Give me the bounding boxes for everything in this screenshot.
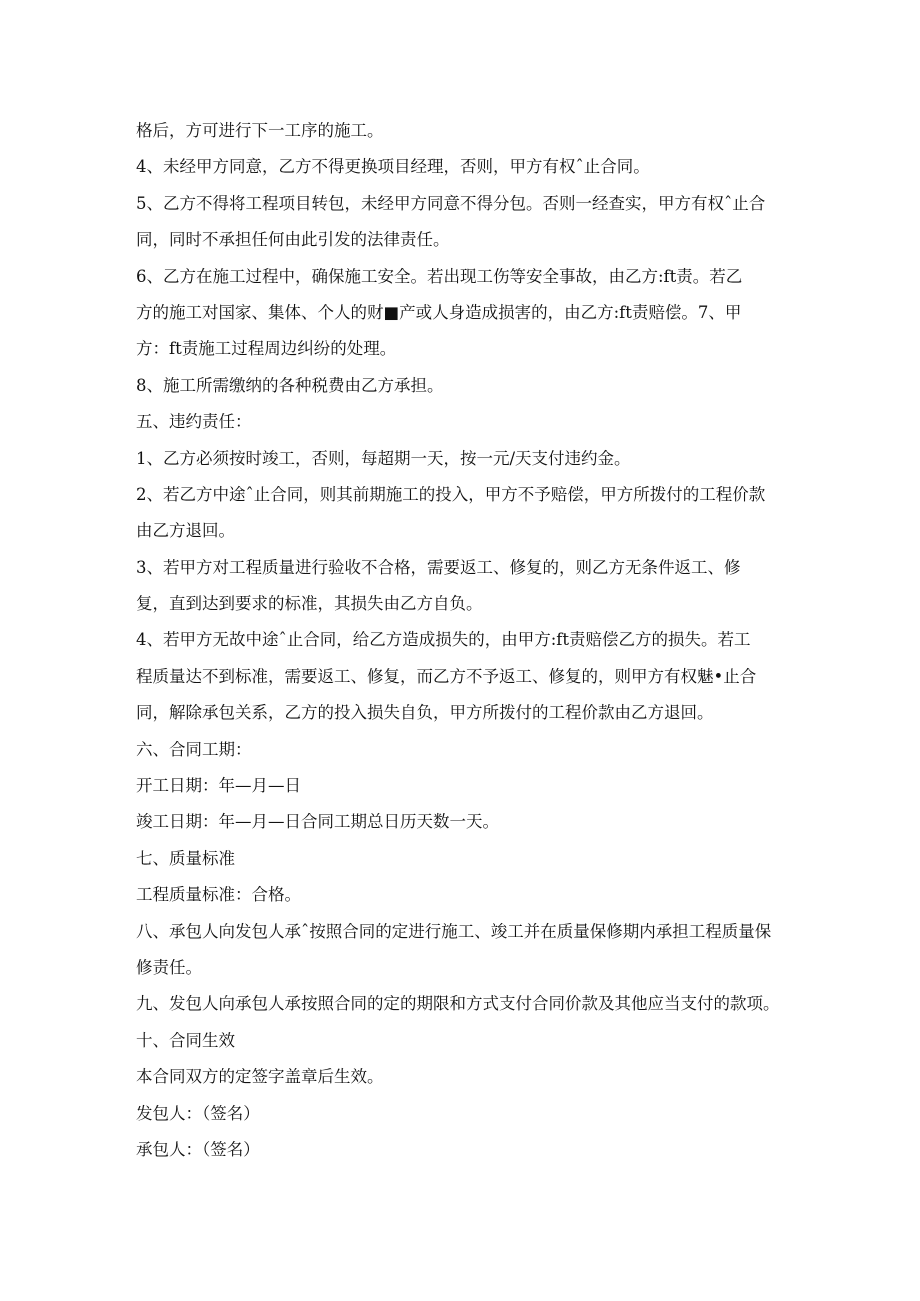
section-heading: 九、发包人向承包人承按照合同的定的期限和方式支付合同价款及其他应当支付的款项。 (136, 994, 780, 1014)
signature-line-employer: 发包人：（签名） (136, 1103, 260, 1123)
signature-line-contractor: 承包人：（签名） (136, 1139, 260, 1159)
text-line: 竣工日期：年—月—日合同工期总日历天数一天。 (136, 812, 499, 832)
section-heading: 八、承包人向发包人承ˆ按照合同的定进行施工、竣工并在质量保修期内承担工程质量保 (136, 921, 772, 941)
text-line: 方的施工对国家、集体、个人的财■产或人身造成损害的，由乙方:ft责赔偿。7、甲 (136, 302, 742, 322)
text-line: 同，解除承包关系，乙方的投入损失自负，甲方所拨付的工程价款由乙方退回。 (136, 703, 714, 723)
text-line: 2、若乙方中途ˆ止合同，则其前期施工的投入，甲方不予赔偿，甲方所拨付的工程价款 (136, 484, 766, 504)
text-line: 程质量达不到标准，需要返工、修复，而乙方不予返工、修复的，则甲方有权魅•止合 (136, 666, 757, 686)
section-heading: 五、违约责任： (136, 412, 252, 432)
text-line: 5、乙方不得将工程项目转包，未经甲方同意不得分包。否则一经查实，甲方有权ˆ止合 (136, 193, 766, 213)
text-line: 1、乙方必须按时竣工，否则，每超期一天，按一元/天支付违约金。 (136, 448, 631, 468)
section-heading: 十、合同生效 (136, 1030, 235, 1050)
text-line: 6、乙方在施工过程中，确保施工安全。若出现工伤等安全事故，由乙方:ft责。若乙 (136, 266, 743, 286)
section-heading: 七、质量标准 (136, 848, 235, 868)
text-line: 格后，方可进行下一工序的施工。 (136, 121, 384, 140)
text-line: 3、若甲方对工程质量进行验收不合格，需要返工、修复的，则乙方无条件返工、修 (136, 557, 741, 577)
text-line: 同，同时不承担任何由此引发的法律责任。 (136, 230, 450, 250)
contract-text (136, 113, 796, 1168)
text-line: 开工日期：年—月—日 (136, 776, 301, 796)
text-line: 工程质量标准：合格。 (136, 885, 301, 905)
text-line: 本合同双方的定签字盖章后生效。 (136, 1067, 384, 1087)
section-heading: 六、合同工期： (136, 739, 252, 759)
text-line: 修责任。 (136, 957, 202, 977)
text-line: 复，直到达到要求的标准，其损失由乙方自负。 (136, 594, 483, 614)
text-line: 8、施工所需缴纳的各种税费由乙方承担。 (136, 375, 444, 395)
text-line: 4、未经甲方同意，乙方不得更换项目经理，否则，甲方有权ˆ止合同。 (136, 157, 650, 177)
text-line: 方：ft责施工过程周边纠纷的处理。 (136, 339, 397, 359)
text-line: 4、若甲方无故中途ˆ止合同，给乙方造成损失的，由甲方:ft责赔偿乙方的损失。若工 (136, 630, 751, 650)
text-line: 由乙方退回。 (136, 521, 235, 541)
